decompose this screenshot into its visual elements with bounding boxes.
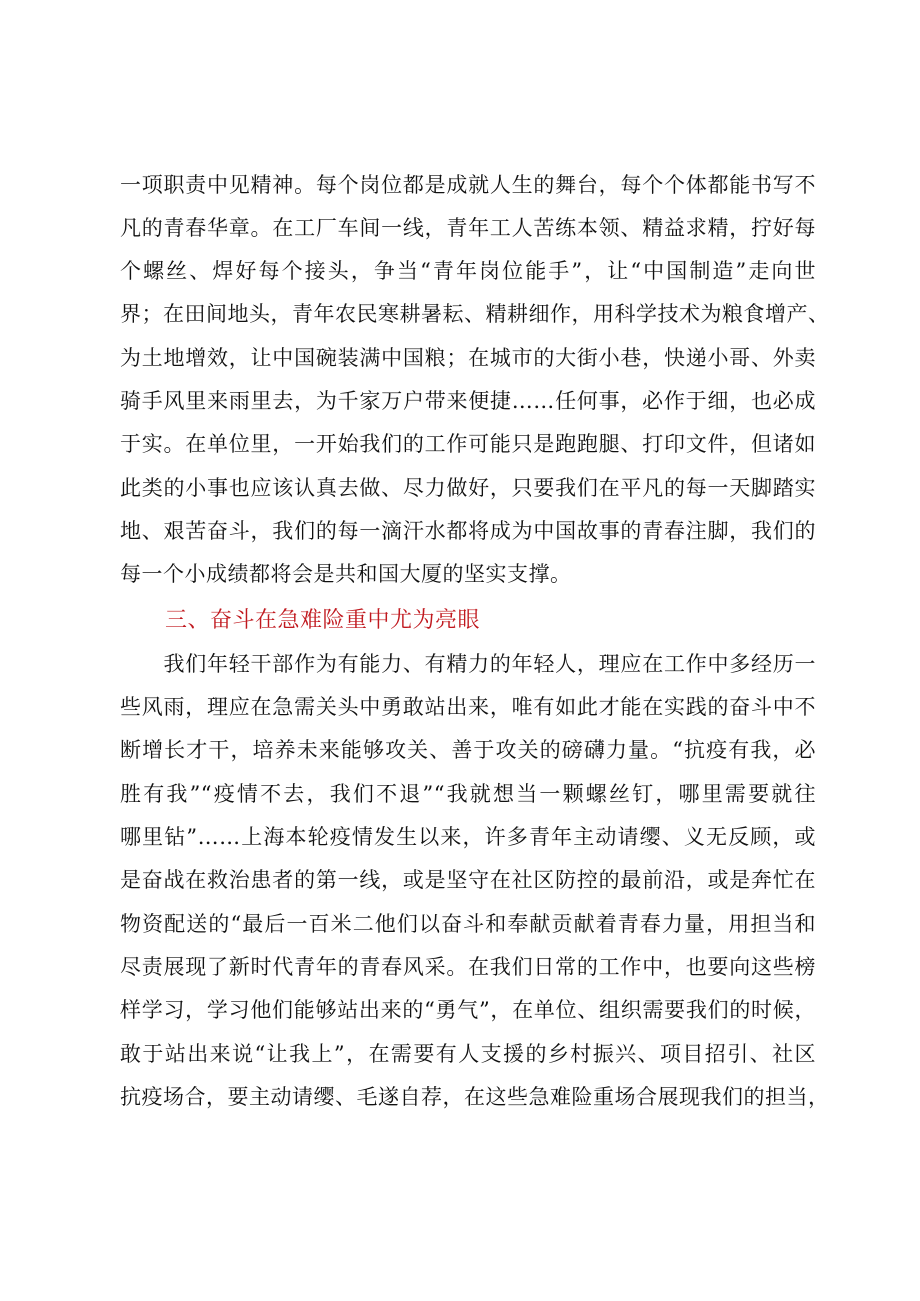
paragraph-1-line: 地、艰苦奋斗，我们的每一滴汗水都将成为中国故事的青春注脚，我们的 xyxy=(120,519,816,543)
paragraph-2-line: 我们年轻干部作为有能力、有精力的年轻人，理应在工作中多经历一 xyxy=(120,652,816,676)
paragraph-1-line: 界；在田间地头，青年农民寒耕暑耘、精耕细作，用科学技术为粮食增产、 xyxy=(120,302,830,326)
paragraph-2-line: 样学习，学习他们能够站出来的“勇气”，在单位、组织需要我们的时候， xyxy=(120,998,816,1022)
paragraph-1-line: 骑手风里来雨里去，为千家万户带来便捷……任何事，必作于细，也必成 xyxy=(120,389,816,413)
paragraph-1-line: 个螺丝、焊好每个接头，争当“青年岗位能手”，让“中国制造”走向世 xyxy=(120,259,816,283)
paragraph-2-line: 是奋战在救治患者的第一线，或是坚守在社区防控的最前沿，或是奔忙在 xyxy=(120,868,816,892)
paragraph-1-line: 为土地增效，让中国碗装满中国粮；在城市的大街小巷，快递小哥、外卖 xyxy=(120,346,816,370)
paragraph-1-line: 此类的小事也应该认真去做、尽力做好，只要我们在平凡的每一天脚踏实 xyxy=(120,476,816,500)
paragraph-2-line: 断增长才干，培养未来能够攻关、善于攻关的磅礴力量。“抗疫有我，必 xyxy=(120,738,816,762)
paragraph-2-line: 胜有我”“疫情不去，我们不退”“我就想当一颗螺丝钉，哪里需要就往 xyxy=(120,782,816,806)
paragraph-2-line: 尽责展现了新时代青年的青春风采。在我们日常的工作中，也要向这些榜 xyxy=(120,955,816,979)
paragraph-1-line: 凡的青春华章。在工厂车间一线，青年工人苦练本领、精益求精，拧好每 xyxy=(120,216,816,240)
paragraph-1-line: 每一个小成绩都将会是共和国大厦的坚实支撑。 xyxy=(120,562,572,586)
paragraph-2-line: 哪里钻”……上海本轮疫情发生以来，许多青年主动请缨、义无反顾，或 xyxy=(120,825,816,849)
paragraph-1-line: 于实。在单位里，一开始我们的工作可能只是跑跑腿、打印文件，但诸如 xyxy=(120,432,816,456)
paragraph-2-line: 物资配送的“最后一百米二他们以奋斗和奉献贡献着青春力量，用担当和 xyxy=(120,912,816,936)
paragraph-2-line: 敢于站出来说“让我上”，在需要有人支援的乡村振兴、项目招引、社区 xyxy=(120,1042,816,1066)
paragraph-2-line: 些风雨，理应在急需关头中勇敢站出来，唯有如此才能在实践的奋斗中不 xyxy=(120,695,816,719)
section-heading: 三、奋斗在急难险重中尤为亮眼 xyxy=(165,608,481,633)
paragraph-1-line: 一项职责中见精神。每个岗位都是成就人生的舞台，每个个体都能书写不 xyxy=(120,173,816,197)
paragraph-2-line: 抗疫场合，要主动请缨、毛遂自荐，在这些急难险重场合展现我们的担当， xyxy=(120,1085,830,1109)
